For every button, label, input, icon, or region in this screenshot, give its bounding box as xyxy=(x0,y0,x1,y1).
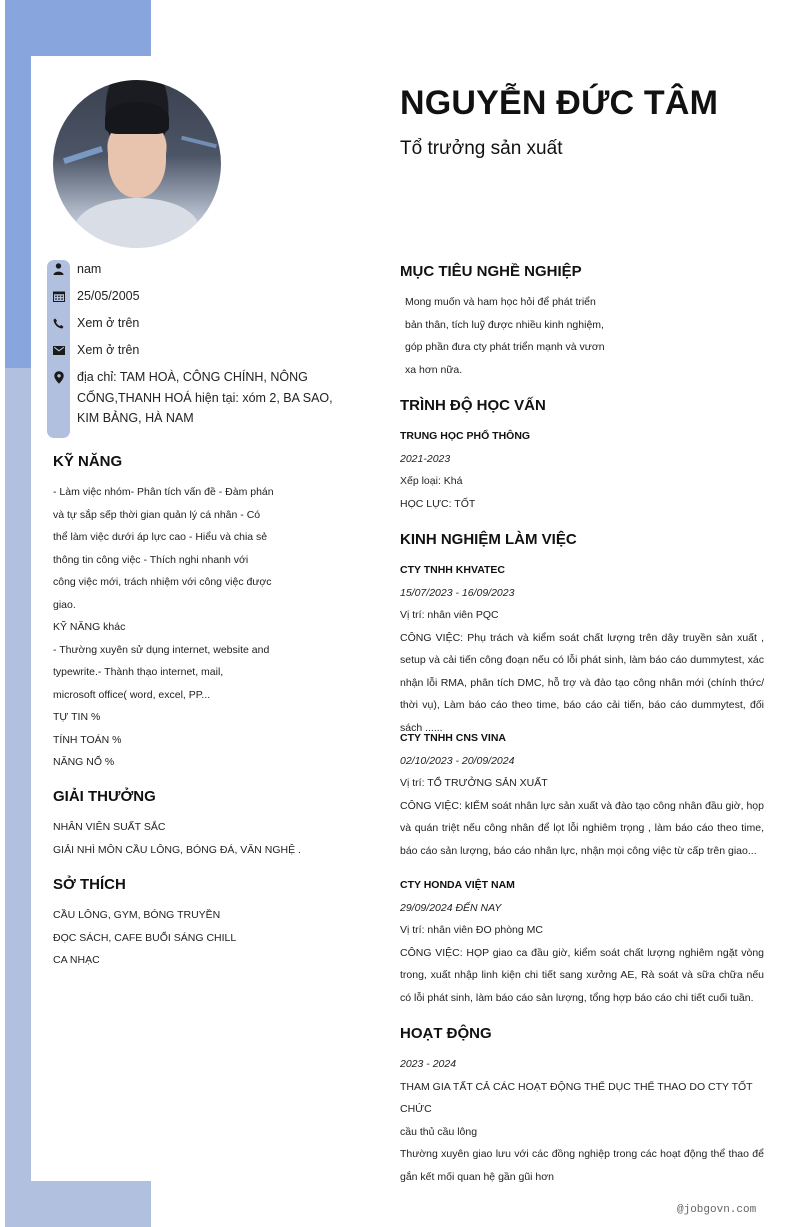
candidate-name: NGUYỄN ĐỨC TÂM xyxy=(400,84,719,122)
person-icon xyxy=(47,260,70,278)
experience-entry xyxy=(400,727,764,862)
activity-line: THAM GIA TẤT CẢ CÁC HOẠT ĐỘNG THỂ DỤC THỂ THAO DO CTY TỐT CHỨC xyxy=(400,1080,753,1115)
skills-line: - Thường xuyên sử dụng internet, website and xyxy=(53,643,270,656)
contact-birthday xyxy=(47,287,357,305)
address-value: địa chỉ: TAM HOÀ, CÔNG CHÍNH, NÔNG CỐNG,THANH HOÁ hiện tại: xóm 2, BA SAO, KIM BẢNG, HÀ NAM xyxy=(77,370,333,425)
objective-heading: MỤC TIÊU NGHỀ NGHIỆP xyxy=(400,263,582,280)
skills-line: giao. xyxy=(53,598,76,611)
objective-text: Mong muốn và ham học hỏi để phát triển bản thân, tích luỹ được nhiều kinh nghiệm, góp phần đưa cty phát triển mạnh và vươn xa hơn nữa. xyxy=(405,296,605,376)
education-performance: HỌC LỰC: TỐT xyxy=(400,497,476,510)
job-title: Tổ trưởng sản xuất xyxy=(400,138,563,159)
activities-entry xyxy=(400,1053,764,1188)
award-item: NHÂN VIÊN SUẤT SẮC xyxy=(53,821,166,833)
skills-line: công việc mới, trách nhiệm với công việc được xyxy=(53,576,272,588)
awards-heading: GIẢI THƯỞNG xyxy=(53,788,156,805)
watermark: @jobgovn.com xyxy=(677,1204,757,1216)
experience-entry xyxy=(400,874,764,1009)
profile-photo xyxy=(53,80,221,248)
school-name: TRUNG HỌC PHỔ THÔNG xyxy=(400,430,531,442)
contact-info xyxy=(47,260,357,438)
skills-line: TÍNH TOÁN % xyxy=(53,733,122,746)
skills-line: NĂNG NỔ % xyxy=(53,756,115,768)
activities-heading: HOẠT ĐỘNG xyxy=(400,1025,492,1042)
skills-heading: KỸ NĂNG xyxy=(53,453,123,470)
skills-line: KỸ NĂNG khác xyxy=(53,621,126,633)
job-description: CÔNG VIỆC: HỌP giao ca đầu giờ, kiểm soát chất lượng nghiêm ngặt vòng trong, xuất nhập linh kiện chi tiết sang xưởng AE, Rà soát và sữa chữa nếu có lỗi phát sinh, làm báo cáo sản lượng, tổng hợp báo cáo chi tiết cuối tuần. xyxy=(400,946,764,1004)
company-name: CTY HONDA VIỆT NAM xyxy=(400,879,515,891)
hobby-item: ĐỌC SÁCH, CAFE BUỔI SÁNG CHILL xyxy=(53,931,237,944)
employment-period: 15/07/2023 - 16/09/2023 xyxy=(400,586,515,599)
company-name: CTY TNHH CNS VINA xyxy=(400,732,506,744)
hobbies-heading: SỞ THÍCH xyxy=(53,876,126,893)
company-name: CTY TNHH KHVATEC xyxy=(400,564,505,576)
activity-line: cầu thủ cầu lông xyxy=(400,1125,478,1138)
activity-line: Thường xuyên giao lưu với các đồng nghiệp trong các hoạt động thể thao để gắn kết mối quan hệ gần gũi hơn xyxy=(400,1148,764,1183)
decor-bottom-band xyxy=(5,1181,151,1227)
skills-line: thông tin công việc - Thích nghi nhanh với xyxy=(53,553,249,566)
skills-line: TỰ TIN % xyxy=(53,711,101,723)
contact-gender xyxy=(47,260,357,278)
birthday-value: 25/05/2005 xyxy=(77,289,140,303)
award-item: GIẢI NHÌ MÔN CẦU LÔNG, BÓNG ĐÁ, VĂN NGHỆ . xyxy=(53,843,301,856)
education-grade: Xếp loại: Khá xyxy=(400,475,463,487)
email-value: Xem ở trên xyxy=(77,343,140,357)
hobby-item: CA NHẠC xyxy=(53,954,100,966)
awards-list xyxy=(53,816,301,861)
employment-period: 29/09/2024 ĐẾN NAY xyxy=(400,901,502,914)
calendar-icon xyxy=(47,287,70,305)
decor-top-band xyxy=(5,0,151,56)
activities-period: 2023 - 2024 xyxy=(400,1058,457,1070)
decor-left-stripe-upper xyxy=(5,56,31,368)
position: Vị trí: TỔ TRƯỞNG SẢN XUẤT xyxy=(400,777,548,789)
skills-line: thể làm việc dưới áp lực cao - Hiểu và chia sẻ xyxy=(53,531,268,543)
skills-line: và tự sắp sếp thời gian quản lý cá nhân - Có xyxy=(53,508,261,521)
position: Vị trí: nhân viên PQC xyxy=(400,609,499,621)
contact-email xyxy=(47,341,357,359)
employment-period: 02/10/2023 - 20/09/2024 xyxy=(400,754,515,767)
skills-list xyxy=(53,481,274,774)
experience-entry xyxy=(400,559,764,739)
education-heading: TRÌNH ĐỘ HỌC VẤN xyxy=(400,397,546,414)
position: Vị trí: nhân viên ĐO phòng MC xyxy=(400,924,543,936)
contact-phone xyxy=(47,314,357,332)
job-description: CÔNG VIỆC: kIỂM soát nhân lực sản xuất và đào tạo công nhân đầu giờ, họp và quán triệt nếu công nhân để lọt lỗi nghiêm trọng , làm báo cáo theo time, báo cáo sản lượng, báo cáo nhân lực, nhận mọi công việc từ cấp trên giao... xyxy=(400,799,764,857)
gender-value: nam xyxy=(77,262,102,276)
decor-left-stripe-lower xyxy=(5,368,31,1181)
hobbies-list xyxy=(53,904,236,972)
skills-line: typewrite.- Thành thạo internet, mail, xyxy=(53,666,224,678)
phone-value: Xem ở trên xyxy=(77,316,140,330)
location-pin-icon xyxy=(47,368,70,386)
education-period: 2021-2023 xyxy=(400,452,451,465)
job-description: CÔNG VIỆC: Phụ trách và kiểm soát chất lượng trên dây truyền sản xuất , setup và cải tiến công đoạn nếu có lỗi phát sinh, làm báo cáo dummytest, xác nhận lỗi RMA, phân tích DMC, hỗ trợ và đào tạo công nhân mới (chính thức/ thời vụ), Làm báo cáo theo time, báo cáo cải tiến, báo cáo dummytest, đối sách ...... xyxy=(400,631,764,734)
mail-icon xyxy=(47,341,70,359)
hobby-item: CẦU LÔNG, GYM, BÓNG TRUYỀN xyxy=(53,909,221,921)
phone-icon xyxy=(47,314,70,332)
skills-line: microsoft office( word, excel, PP... xyxy=(53,688,211,701)
contact-address xyxy=(47,368,357,429)
skills-line: - Làm việc nhóm- Phân tích vấn đề - Đàm phán xyxy=(53,486,274,498)
experience-heading: KINH NGHIỆM LÀM VIỆC xyxy=(400,531,577,548)
education-entry xyxy=(400,425,764,515)
